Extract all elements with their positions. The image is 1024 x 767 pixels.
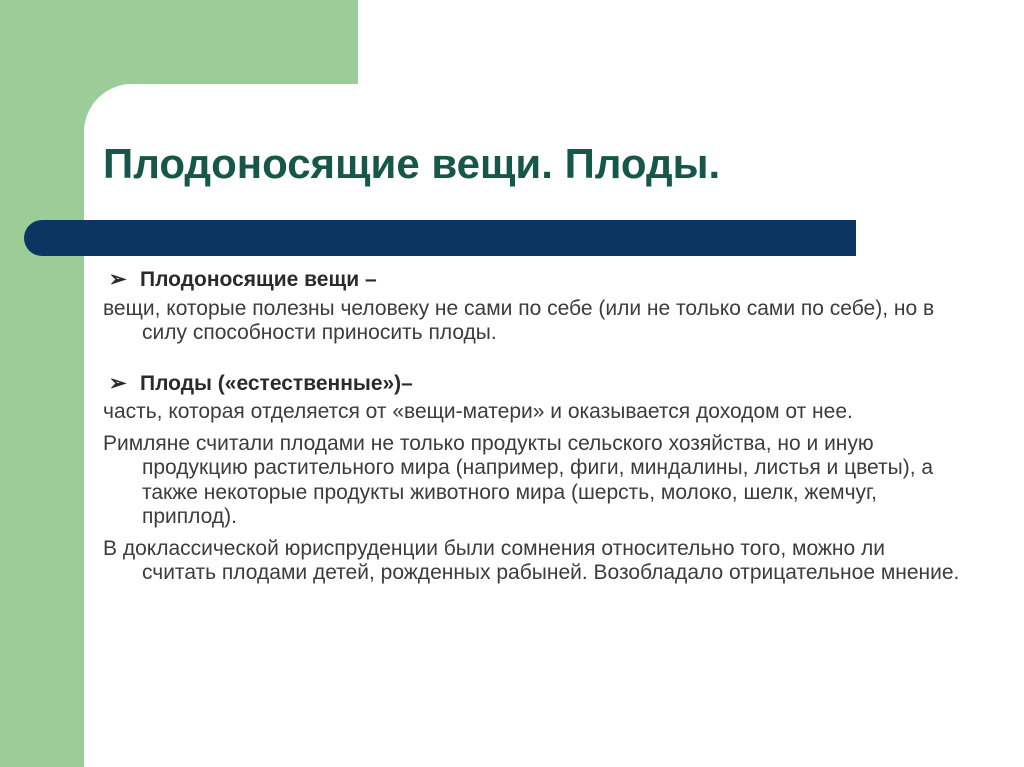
- title-underline-bar: [24, 220, 856, 256]
- white-background-top: [358, 0, 1024, 84]
- definition-paragraph: часть, которая отделяется от «вещи-матери» и оказывается доходом от нее.: [103, 400, 853, 423]
- bullet-heading-text: Плодоносящие вещи –: [140, 268, 377, 291]
- bullet-heading-fruits: [103, 372, 963, 397]
- slide-title: Плодоносящие вещи. Плоды.: [103, 140, 721, 187]
- preclassical-paragraph: В доклассической юриспруденции были сомнения относительно того, можно ли считать плодами детей, рожденных рабыней. Возобладало отрицательное мнение.: [103, 536, 960, 584]
- romans-paragraph: Римляне считали плодами не только продукты сельского хозяйства, но и иную продукцию растительного мира (например, фиги, миндалины, листья и цветы), а также некоторые продукты животного мира (шерсть, молоко, шелк, жемчуг, приплод).: [103, 431, 934, 528]
- arrowhead-bullet-icon: ➢: [109, 371, 127, 395]
- bullet-heading-fruit-bearing-things: [103, 268, 963, 293]
- bullet-heading-text: Плоды («естественные»)–: [140, 371, 413, 395]
- arrowhead-bullet-icon: ➢: [109, 268, 127, 291]
- definition-paragraph: вещи, которые полезны человеку не сами по себе (или не только сами по себе), но в силу способности приносить плоды.: [103, 296, 935, 344]
- slide-body: [103, 268, 963, 586]
